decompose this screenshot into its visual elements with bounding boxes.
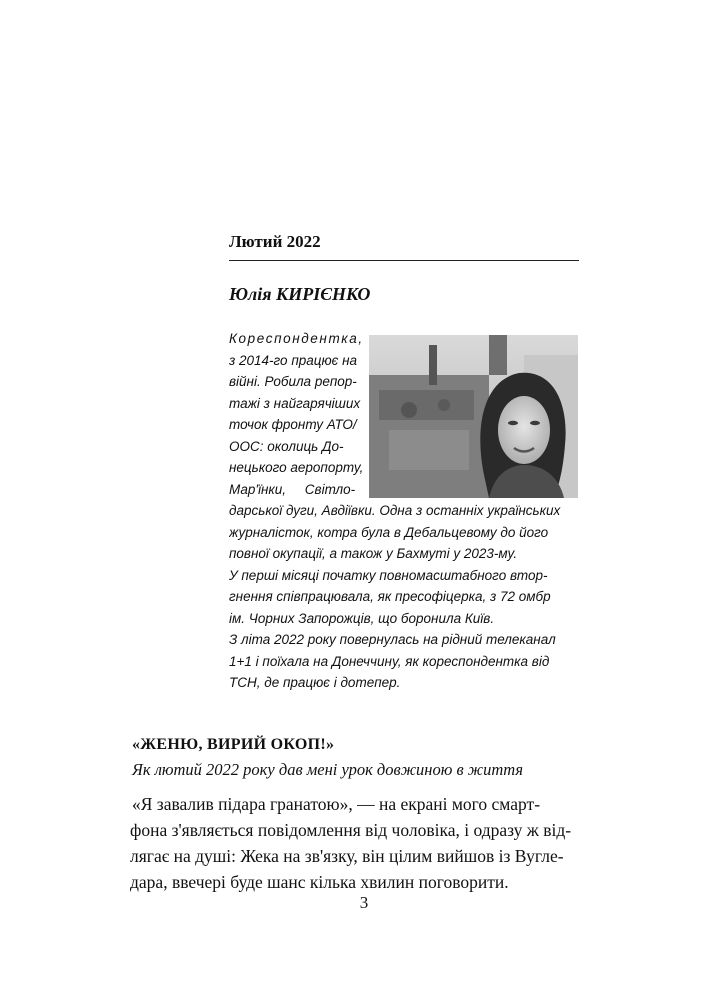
body-line: дара, ввечері буде шанс кілька хвилин поговорити. [130,872,509,892]
story-subtitle: Як лютий 2022 року дав мені урок довжиною в життя [132,760,524,779]
bio-line: тажі з найгарячіших [229,395,361,411]
bio-line: Мар'їнки, Світло- [229,481,356,497]
body-line: фона з'являється повідомлення від чоловіка, і одразу ж від- [130,820,572,840]
bio-line: повної окупації, а також у Бахмуті у 2023-му. [229,546,518,561]
story-title: «ЖЕНЮ, ВИРИЙ ОКОП!» [132,736,335,753]
author-photo [369,335,578,498]
page-number: 3 [359,893,369,912]
bio-line: 1+1 і поїхала на Донеччину, як кореспондентка від [229,653,550,669]
bio-line: У перші місяці початку повномасштабного втор- [229,567,548,583]
bio-line: точок фронту АТО/ [229,417,357,432]
bio-line: ТСН, де працює і дотепер. [229,675,401,690]
body-line: «Я завалив підара гранатою», — на екрані мого смарт- [132,794,541,814]
bio-line: з 2014-го працює на [229,352,358,368]
author-photo-image [369,335,578,498]
bio-line: ім. Чорних Запорожців, що боронила Київ. [229,610,495,626]
bio-line: нецького аеропорту, [229,460,364,475]
bio-line: З літа 2022 року повернулась на рідний телеканал [229,632,556,647]
bio-line: ООС: околиць До- [229,438,344,454]
bio-line: гнення співпрацювала, як пресофіцерка, з 72 омбр [229,589,551,604]
body-line: лягає на душі: Жека на зв'язку, він цілим вийшов із Вугле- [130,846,564,866]
bio-line: журналісток, котра була в Дебальцевому до його [229,524,549,540]
bio-line: дарської дуги, Авдіївки. Одна з останніх українських [229,503,561,518]
bio-line: Кореспондентка, [229,331,364,346]
bio-line: війні. Робила репор- [229,374,357,389]
story-body [130,791,580,895]
section-title: Лютий 2022 [229,232,321,251]
title-divider [229,260,579,261]
author-name: Юлія КИРІЄНКО [229,284,371,304]
